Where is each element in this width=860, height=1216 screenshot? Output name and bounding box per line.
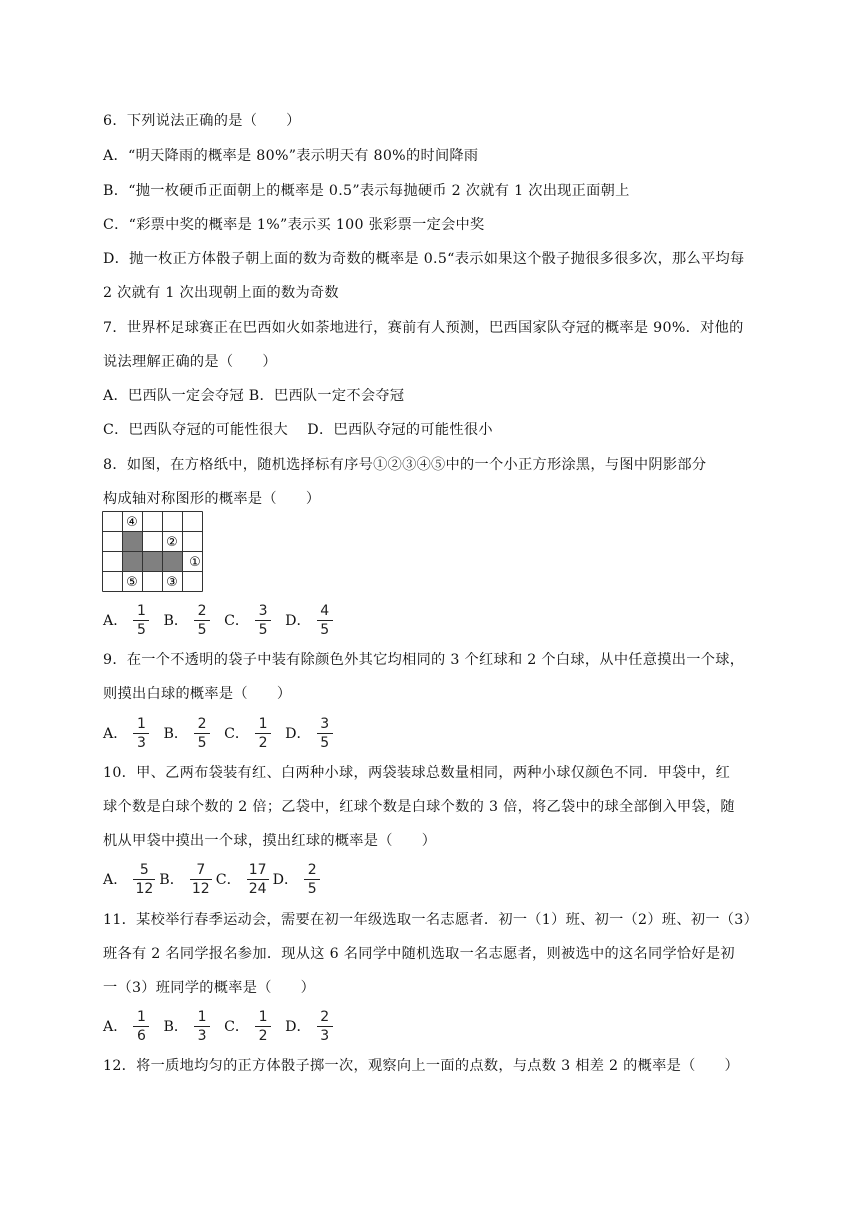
option-label: B． bbox=[159, 872, 184, 888]
fraction bbox=[304, 862, 320, 897]
q7-stem-line2: 说法理解正确的是（ ） bbox=[103, 354, 277, 370]
denominator: 6 bbox=[136, 1027, 146, 1044]
fraction bbox=[255, 1009, 271, 1044]
q10-option-d bbox=[273, 862, 321, 897]
q11-option-a bbox=[103, 1009, 149, 1044]
option-label: D． bbox=[285, 726, 311, 742]
q6-option-a: A．“明天降雨的概率是 80%”表示明天有 80%的时间降雨 bbox=[103, 148, 479, 164]
q8-stem-line1: 8．如图，在方格纸中，随机选择标有序号①②③④⑤中的一个小正方形涂黑，与图中阴影部分 bbox=[103, 457, 707, 473]
grid-shaded-cell bbox=[162, 551, 182, 571]
fraction bbox=[133, 716, 149, 751]
option-label: B． bbox=[163, 1019, 189, 1035]
fraction bbox=[317, 1009, 333, 1044]
option-label: C． bbox=[224, 1019, 250, 1035]
fraction bbox=[194, 1009, 210, 1044]
q6-stem: 6．下列说法正确的是（ ） bbox=[103, 113, 301, 129]
q8-stem-line2: 构成轴对称图形的概率是（ ） bbox=[103, 491, 321, 507]
numerator: 2 bbox=[197, 715, 207, 732]
option-label: D． bbox=[285, 1019, 311, 1035]
fraction bbox=[194, 716, 210, 751]
denominator: 5 bbox=[197, 621, 207, 638]
option-label: D． bbox=[285, 613, 311, 629]
denominator: 12 bbox=[191, 880, 210, 897]
q8-grid-figure bbox=[102, 511, 206, 593]
option-label: C． bbox=[215, 872, 241, 888]
numerator: 5 bbox=[139, 861, 149, 878]
option-label: A． bbox=[103, 726, 128, 742]
q9-option-c bbox=[224, 716, 271, 751]
q10-option-b bbox=[159, 862, 211, 897]
q9-option-d bbox=[285, 716, 333, 751]
denominator: 24 bbox=[248, 880, 267, 897]
grid-label-1: ① bbox=[189, 555, 201, 570]
denominator: 5 bbox=[320, 621, 330, 638]
q11-option-c bbox=[224, 1009, 271, 1044]
q9-options bbox=[103, 714, 347, 752]
q10-stem-line2: 球个数是白球个数的 2 倍；乙袋中，红球个数是白球个数的 3 倍，将乙袋中的球全部倒入甲袋，随 bbox=[103, 799, 735, 815]
q8-option-d bbox=[285, 603, 333, 638]
q9-stem-line2: 则摸出白球的概率是（ ） bbox=[103, 686, 292, 702]
grid-label-5: ⑤ bbox=[126, 575, 138, 590]
numerator: 2 bbox=[307, 861, 317, 878]
denominator: 2 bbox=[258, 1027, 268, 1044]
numerator: 1 bbox=[136, 715, 146, 732]
q7-options-ab: A．巴西队一定会夺冠 B．巴西队一定不会夺冠 bbox=[103, 388, 405, 404]
fraction bbox=[133, 603, 149, 638]
option-label: C． bbox=[224, 726, 250, 742]
numerator: 1 bbox=[136, 602, 146, 619]
q12-stem: 12．将一质地均匀的正方体骰子掷一次，观察向上一面的点数，与点数 3 相差 2 的概率是（ ） bbox=[103, 1058, 740, 1074]
q11-stem-line2: 班各有 2 名同学报名参加．现从这 6 名同学中随机选取一名志愿者，则被选中的这名同学恰好是初 bbox=[103, 946, 735, 962]
q9-stem-line1: 9．在一个不透明的袋子中装有除颜色外其它均相同的 3 个红球和 2 个白球，从中任意摸出一个球， bbox=[103, 652, 745, 668]
q11-stem-line3: 一（3）班同学的概率是（ ） bbox=[103, 980, 316, 996]
q7-options-cd: C．巴西队夺冠的可能性很大 D．巴西队夺冠的可能性很小 bbox=[103, 422, 493, 438]
option-label: A． bbox=[103, 872, 128, 888]
option-label: A． bbox=[103, 1019, 128, 1035]
q8-option-b bbox=[163, 603, 210, 638]
denominator: 3 bbox=[197, 1027, 207, 1044]
denominator: 5 bbox=[320, 734, 330, 751]
denominator: 3 bbox=[320, 1027, 330, 1044]
fraction bbox=[190, 862, 212, 897]
grid-label-3: ③ bbox=[166, 575, 178, 590]
q11-options bbox=[103, 1007, 347, 1045]
option-label: A． bbox=[103, 613, 128, 629]
q10-option-c bbox=[216, 862, 269, 897]
fraction bbox=[133, 1009, 149, 1044]
denominator: 5 bbox=[197, 734, 207, 751]
numerator: 1 bbox=[197, 1008, 207, 1025]
fraction bbox=[133, 862, 155, 897]
denominator: 3 bbox=[136, 734, 146, 751]
q9-option-a bbox=[103, 716, 149, 751]
q11-option-b bbox=[163, 1009, 210, 1044]
fraction bbox=[317, 603, 333, 638]
numerator: 2 bbox=[320, 1008, 330, 1025]
q6-option-d-line2: 2 次就有 1 次出现朝上面的数为奇数 bbox=[103, 285, 339, 301]
numerator: 1 bbox=[258, 1008, 268, 1025]
q10-options bbox=[103, 860, 324, 898]
grid-shaded-cell bbox=[142, 551, 162, 571]
option-label: B． bbox=[163, 726, 189, 742]
numerator: 4 bbox=[320, 602, 330, 619]
grid-label-2: ② bbox=[166, 535, 178, 550]
q9-option-b bbox=[163, 716, 210, 751]
q11-stem-line1: 11．某校举行春季运动会，需要在初一年级选取一名志愿者．初一（1）班、初一（2）班、初一（3） bbox=[103, 912, 759, 928]
numerator: 3 bbox=[320, 715, 330, 732]
numerator: 17 bbox=[248, 861, 267, 878]
numerator: 1 bbox=[258, 715, 268, 732]
q8-option-c bbox=[224, 603, 271, 638]
q10-option-a bbox=[103, 862, 155, 897]
fraction bbox=[317, 716, 333, 751]
q8-options bbox=[103, 601, 347, 639]
fraction bbox=[194, 603, 210, 638]
denominator: 5 bbox=[307, 880, 317, 897]
q10-stem-line1: 10．甲、乙两布袋装有红、白两种小球，两袋装球总数量相同，两种小球仅颜色不同．甲袋中，红 bbox=[103, 765, 731, 781]
option-label: B． bbox=[163, 613, 189, 629]
grid-shaded-cell bbox=[122, 551, 142, 571]
q6-option-d-line1: D．抛一枚正方体骰子朝上面的数为奇数的概率是 0.5“表示如果这个骰子抛很多很多次，那么平均每 bbox=[103, 251, 745, 267]
numerator: 3 bbox=[258, 602, 268, 619]
q11-option-d bbox=[285, 1009, 333, 1044]
q7-stem-line1: 7．世界杯足球赛正在巴西如火如荼地进行，赛前有人预测，巴西国家队夺冠的概率是 90%．对他的 bbox=[103, 320, 744, 336]
numerator: 1 bbox=[136, 1008, 146, 1025]
denominator: 2 bbox=[258, 734, 268, 751]
grid-label-4: ④ bbox=[126, 515, 138, 530]
numerator: 7 bbox=[196, 861, 206, 878]
q6-option-b: B．“抛一枚硬币正面朝上的概率是 0.5”表示每抛硬币 2 次就有 1 次出现正面朝上 bbox=[103, 183, 630, 199]
q6-option-c: C．“彩票中奖的概率是 1%”表示买 100 张彩票一定会中奖 bbox=[103, 217, 485, 233]
fraction bbox=[255, 716, 271, 751]
denominator: 5 bbox=[136, 621, 146, 638]
q8-option-a bbox=[103, 603, 149, 638]
option-label: C． bbox=[224, 613, 250, 629]
grid-shaded-cell bbox=[122, 531, 142, 551]
fraction bbox=[247, 862, 269, 897]
denominator: 12 bbox=[135, 880, 154, 897]
denominator: 5 bbox=[258, 621, 268, 638]
q10-stem-line3: 机从甲袋中摸出一个球，摸出红球的概率是（ ） bbox=[103, 833, 437, 849]
numerator: 2 bbox=[197, 602, 207, 619]
fraction bbox=[255, 603, 271, 638]
option-label: D． bbox=[272, 872, 299, 888]
